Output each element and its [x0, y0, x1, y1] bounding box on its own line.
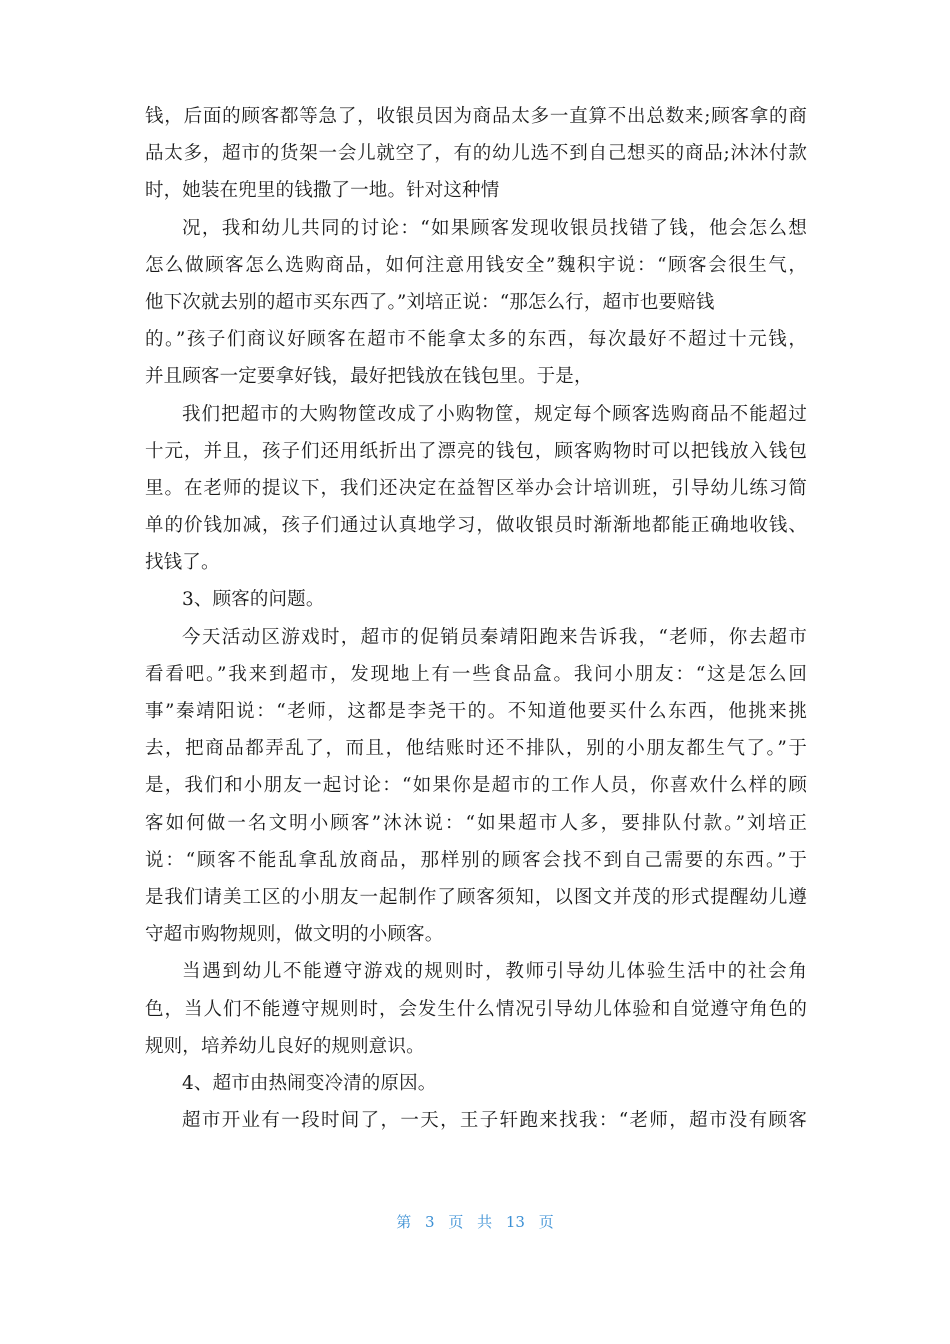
text-line: 单的价钱加减，孩子们通过认真地学习，做收银员时渐渐地都能正确地收钱、	[145, 515, 807, 537]
paragraph-first-line: 况，我和幼儿共同的讨论：“如果顾客发现收银员找错了钱，他会怎么想	[182, 217, 807, 239]
paragraph-first-line: 今天活动区游戏时，超市的促销员秦靖阳跑来告诉我，“老师，你去超市	[182, 626, 807, 648]
section-heading: 4、超市由热闹变冷清的原因。	[182, 1072, 437, 1094]
text-line: 客如何做一名文明小顾客”沐沐说：“如果超市人多，要排队付款。”刘培正	[145, 812, 807, 834]
text-line: 看看吧。”我来到超市，发现地上有一些食品盒。我问小朋友：“这是怎么回	[145, 663, 807, 685]
text-line: 色，当人们不能遵守规则时，会发生什么情况引导幼儿体验和自觉遵守角色的	[145, 998, 807, 1020]
text-line: 去，把商品都弄乱了，而且，他结账时还不排队，别的小朋友都生气了。”于	[145, 738, 807, 760]
paragraph-first-line: 我们把超市的大购物筐改成了小购物筐，规定每个顾客选购商品不能超过	[182, 403, 807, 425]
text-line: 规则，培养幼儿良好的规则意识。	[145, 1035, 425, 1057]
text-line: 十元，并且，孩子们还用纸折出了漂亮的钱包，顾客购物时可以把钱放入钱包	[145, 440, 807, 462]
text-line: 里。在老师的提议下，我们还决定在益智区举办会计培训班，引导幼儿练习简	[145, 477, 807, 499]
text-line: 怎么做顾客怎么选购商品，如何注意用钱安全”魏积宇说：“顾客会很生气，	[145, 254, 807, 276]
text-line: 的。”孩子们商议好顾客在超市不能拿太多的东西，每次最好不超过十元钱，	[145, 329, 807, 351]
text-line: 是我们请美工区的小朋友一起制作了顾客须知，以图文并茂的形式提醒幼儿遵	[145, 886, 807, 908]
section-heading: 3、顾客的问题。	[182, 589, 325, 611]
text-line: 并且顾客一定要拿好钱，最好把钱放在钱包里。于是，	[145, 366, 593, 388]
text-line: 说：“顾客不能乱拿乱放商品，那样别的顾客会找不到自己需要的东西。”于	[145, 849, 807, 871]
text-line: 是，我们和小朋友一起讨论：“如果你是超市的工作人员，你喜欢什么样的顾	[145, 775, 807, 797]
paragraph-first-line: 当遇到幼儿不能遵守游戏的规则时，教师引导幼儿体验生活中的社会角	[182, 961, 807, 983]
text-line: 他下次就去别的超市买东西了。”刘培正说：“那怎么行，超市也要赔钱	[145, 291, 715, 313]
text-line: 钱，后面的顾客都等急了，收银员因为商品太多一直算不出总数来;顾客拿的商	[145, 106, 807, 127]
paragraph-first-line: 超市开业有一段时间了，一天，王子轩跑来找我：“老师，超市没有顾客	[182, 1110, 807, 1132]
page-number-footer: 第 3 页 共 13 页	[396, 1213, 554, 1231]
text-line: 品太多，超市的货架一会儿就空了，有的幼儿选不到自己想买的商品;沐沐付款	[145, 143, 807, 165]
text-line: 找钱了。	[145, 552, 220, 574]
text-line: 事”秦靖阳说：“老师，这都是李尧干的。不知道他要买什么东西，他挑来挑	[145, 701, 807, 722]
text-line: 时，她装在兜里的钱撒了一地。针对这种情	[145, 180, 500, 202]
document-body	[145, 98, 807, 1139]
text-line: 守超市购物规则，做文明的小顾客。	[145, 924, 444, 946]
